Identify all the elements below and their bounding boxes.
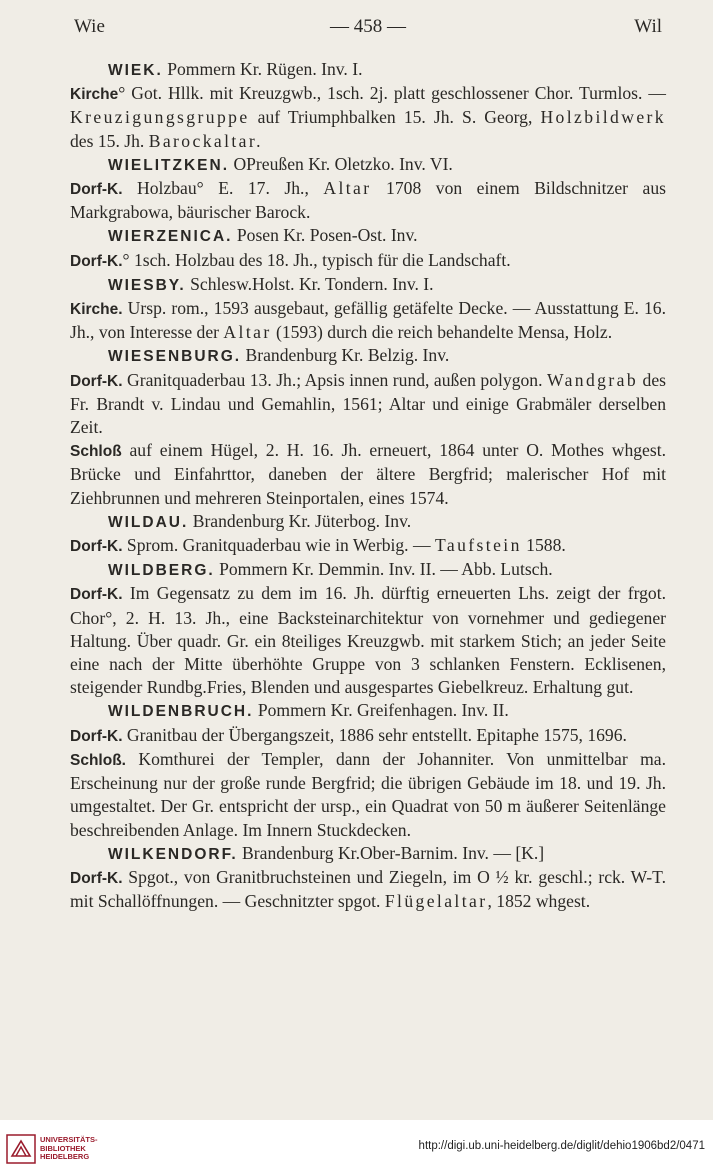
entry-section <box>70 748 666 842</box>
entry-section <box>70 724 666 748</box>
place-name: WIESENBURG. <box>108 348 242 366</box>
building-type: Dorf-K. <box>70 181 123 199</box>
description-text: ° 1sch. Holzbau des 18. Jh., typisch für die Landschaft. <box>122 249 511 270</box>
building-type: Kirche <box>70 86 119 104</box>
building-type: Dorf-K. <box>70 372 123 390</box>
footer-bar <box>0 1120 713 1175</box>
place-name: WIERZENICA. <box>108 228 233 246</box>
description-text: 1708 von einem Bildschnitzer aus Markgrabowa, bäurischer Barock. <box>70 178 666 223</box>
entry-section <box>70 82 666 153</box>
place-region: Brandenburg Kr. Belzig. Inv. <box>245 345 450 366</box>
entry-section <box>70 866 666 913</box>
building-type: Schloß. <box>70 751 126 769</box>
place-name: WILDAU. <box>108 513 189 531</box>
description-text: Granitbau der Übergangszeit, 1886 sehr entstellt. Epitaphe 1575, 1696. <box>122 724 627 745</box>
description-text: Komthurei der Templer, dann der Johanniter. Von unmittelbar ma. Erscheinung nur der große runde Bergfrid; die übrigen Gebäude im 18. und 19. Jh. umgestaltet. Der Gr. entspricht der ursp., ein Quadrat von 50 m äußerer Seitenlänge beschreibenden Anlage. Im Innern Stuckdecken. <box>70 748 666 840</box>
place-name: WILDBERG. <box>108 562 215 580</box>
highlighted-term: Wandgrab <box>546 369 639 390</box>
building-type: Dorf-K. <box>70 252 123 270</box>
description-text: auf Triumphbalken 15. Jh. S. Georg, <box>249 107 541 128</box>
entry <box>70 699 666 841</box>
page-header <box>70 14 666 44</box>
page-number: — 458 — <box>330 16 406 37</box>
place-region: Posen Kr. Posen-Ost. Inv. <box>236 225 418 246</box>
place-region: Brandenburg Kr. Jüterbog. Inv. <box>192 510 412 531</box>
description-text: 1588. <box>521 535 566 556</box>
description-text: Spgot., von Granitbruchsteinen und Ziegeln, im O ½ kr. geschl.; rck. W-T. mit Schallöffnungen. — Geschnitzter spgot. <box>70 866 666 912</box>
library-name-line: HEIDELBERG <box>40 1152 90 1161</box>
page-text <box>70 58 666 913</box>
highlighted-term: Barockaltar. <box>148 130 263 151</box>
entry-section <box>70 582 666 699</box>
highlighted-term: Flügelaltar <box>384 891 488 912</box>
description-text: des 15. Jh. <box>70 130 149 151</box>
entry-heading <box>70 344 666 368</box>
library-name-line: BIBLIOTHEK <box>40 1143 86 1153</box>
entry-heading <box>70 58 666 82</box>
entry <box>70 224 666 272</box>
entry-heading <box>70 510 666 534</box>
building-type: Dorf-K. <box>70 538 123 556</box>
description-text: des Fr. Brandt v. Lindau und Gemahlin, 1561; Altar und einige Grabmäler derselben Zeit. <box>70 369 666 438</box>
description-text: Ursp. rom., 1593 ausgebaut, gefällig getäfelte Decke. — Ausstattung E. 16. Jh., von Interesse der <box>70 298 666 343</box>
description-text: Im Gegensatz zu dem im 16. Jh. dürftig erneuerten Lhs. zeigt der frgot. Chor°, 2. H. 13. Jh., eine Backsteinarchitektur von vornehmer und gediegener Haltung. Über quadr. Gr. ein 8teiliges Kreuzgwb. mit starkem Stich; an jeder Seite eine nach der Mitte überhöhte Gruppe von 3 schlanken Fenstern. Ecklisenen, steigender Rundbg.Fries, Blenden und ausgespartes Giebelkreuz. Erhaltung gut. <box>70 583 666 698</box>
entry <box>70 344 666 509</box>
entry-heading <box>70 153 666 177</box>
entry-section <box>70 369 666 440</box>
description-text: Granitquaderbau 13. Jh.; Apsis innen rund, außen polygon. <box>122 369 547 390</box>
highlighted-term: Altar <box>223 322 272 343</box>
entry <box>70 58 666 153</box>
building-type: Dorf-K. <box>70 586 123 604</box>
entry-heading <box>70 224 666 248</box>
highlighted-term: Kreuzigungsgruppe <box>70 107 250 128</box>
library-name-line: UNIVERSITÄTS- <box>40 1135 98 1144</box>
building-type: Kirche. <box>70 301 123 319</box>
entry <box>70 273 666 345</box>
building-type: Dorf-K. <box>70 869 123 887</box>
entry-heading <box>70 558 666 582</box>
building-type: Dorf-K. <box>70 727 123 745</box>
entry-heading <box>70 273 666 297</box>
place-name: WILKENDORF. <box>108 845 238 863</box>
place-region: Schlesw.Holst. Kr. Tondern. Inv. I. <box>190 273 434 294</box>
building-type: Schloß <box>70 443 122 461</box>
entry-section <box>70 534 666 558</box>
entry <box>70 153 666 225</box>
place-region: Pommern Kr. Rügen. Inv. I. <box>167 59 363 79</box>
highlighted-term: Holzbildwerk <box>540 107 666 128</box>
entry-section <box>70 249 666 273</box>
entry-heading <box>70 842 666 866</box>
entry <box>70 510 666 558</box>
header-left: Wie <box>74 16 105 37</box>
entry <box>70 558 666 699</box>
library-name <box>40 1136 110 1162</box>
entry-heading <box>70 699 666 723</box>
description-text: (1593) durch die reich behandelte Mensa, Holz. <box>271 322 613 343</box>
highlighted-term: Taufstein <box>434 535 522 556</box>
library-logo-icon <box>6 1134 36 1164</box>
description-text: ° Got. Hllk. mit Kreuzgwb., 1sch. 2j. platt geschlossener Chor. Turmlos. — <box>118 83 666 104</box>
place-region: Pommern Kr. Demmin. Inv. II. — Abb. Lutsch. <box>219 559 553 580</box>
entry <box>70 842 666 914</box>
place-name: WIEK. <box>108 62 163 79</box>
entry-section <box>70 439 666 510</box>
header-right: Wil <box>634 16 662 37</box>
place-region: Brandenburg Kr.Ober-Barnim. Inv. — [K.] <box>242 842 545 863</box>
description-text: Sprom. Granitquaderbau wie in Werbig. — <box>122 535 435 556</box>
source-url[interactable]: http://digi.ub.uni-heidelberg.de/diglit/dehio1906bd2/0471 <box>418 1140 705 1152</box>
place-name: WIELITZKEN. <box>108 156 230 174</box>
highlighted-term: Altar <box>323 178 372 199</box>
place-name: WILDENBRUCH. <box>108 703 254 721</box>
place-region: Pommern Kr. Greifenhagen. Inv. II. <box>257 700 509 721</box>
description-text: auf einem Hügel, 2. H. 16. Jh. erneuert, 1864 unter O. Mothes whgest. Brücke und Einfahrttor, daneben der ältere Bergfrid; malerischer Hof mit Ziehbrunnen und mehreren Steinportalen, eines 1574. <box>70 440 666 508</box>
entry-section <box>70 297 666 344</box>
place-name: WIESBY. <box>108 276 186 294</box>
description-text: , 1852 whgest. <box>487 891 591 912</box>
place-region: OPreußen Kr. Oletzko. Inv. VI. <box>233 153 453 174</box>
description-text: Holzbau° E. 17. Jh., <box>122 178 324 199</box>
entry-section <box>70 177 666 224</box>
